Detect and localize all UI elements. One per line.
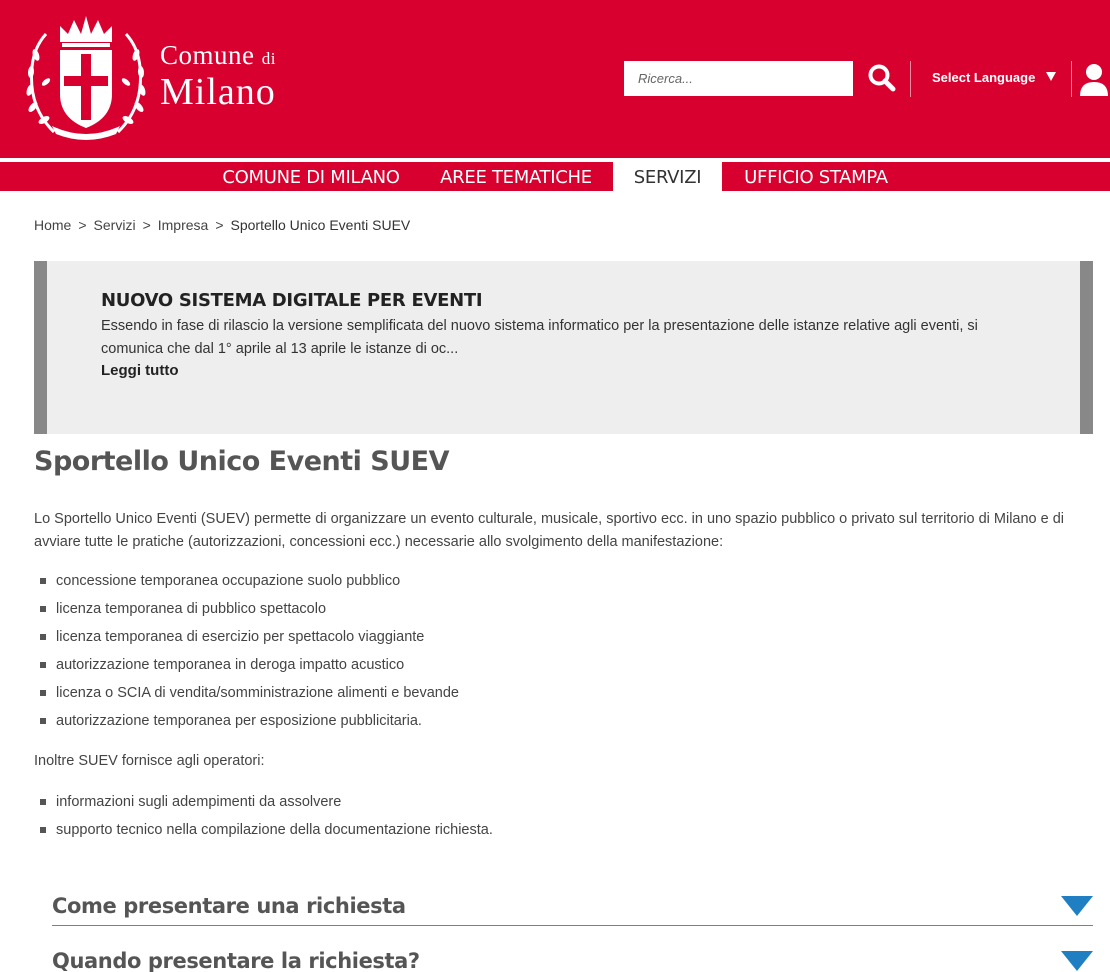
breadcrumb-separator: > xyxy=(215,217,224,233)
list-item: autorizzazione temporanea per esposizione pubblicitaria. xyxy=(40,707,459,735)
site-header xyxy=(0,0,1110,158)
logo-di: di xyxy=(261,49,276,68)
list-item: licenza o SCIA di vendita/somministrazione alimenti e bevande xyxy=(40,679,459,707)
nav-item-servizi[interactable]: SERVIZI xyxy=(613,162,722,191)
caret-down-icon[interactable] xyxy=(1046,72,1056,81)
services-list xyxy=(40,567,459,735)
main-nav xyxy=(0,162,1110,191)
intro-paragraph: Lo Sportello Unico Eventi (SUEV) permette di organizzare un evento culturale, musicale, sportivo ecc. in uno spazio pubblico o privato sul territorio di Milano e di avviare tutte le pratiche (autorizzazioni, concessioni ecc.) necessarie allo svolgimento della manifestazione: xyxy=(34,511,1065,550)
breadcrumb xyxy=(34,217,410,233)
header-divider xyxy=(910,61,911,97)
notice-title: NUOVO SISTEMA DIGITALE PER EVENTI xyxy=(101,290,483,311)
accordion-title: Come presentare una richiesta xyxy=(52,894,406,918)
logo-milano: Milano xyxy=(160,71,276,113)
nav-item-ufficio-stampa[interactable]: UFFICIO STAMPA xyxy=(744,167,888,188)
list-item: supporto tecnico nella compilazione della documentazione richiesta. xyxy=(40,816,493,844)
site-logo-text[interactable] xyxy=(160,40,276,113)
accordion-come-presentare[interactable] xyxy=(52,890,1093,926)
search-icon[interactable] xyxy=(866,62,898,94)
list-item: licenza temporanea di pubblico spettacolo xyxy=(40,595,459,623)
breadcrumb-separator: > xyxy=(142,217,151,233)
accordion-title: Quando presentare la richiesta? xyxy=(52,949,420,972)
page-title: Sportello Unico Eventi SUEV xyxy=(34,446,450,477)
search-input[interactable] xyxy=(624,61,853,96)
chevron-down-icon[interactable] xyxy=(1061,951,1093,971)
list-item: licenza temporanea di esercizio per spettacolo viaggiante xyxy=(40,623,459,651)
nav-item-aree-tematiche[interactable]: AREE TEMATICHE xyxy=(440,167,592,188)
milan-crest-icon[interactable] xyxy=(24,12,148,140)
breadcrumb-current: Sportello Unico Eventi SUEV xyxy=(230,217,411,233)
chevron-down-icon[interactable] xyxy=(1061,896,1093,916)
breadcrumb-servizi[interactable]: Servizi xyxy=(93,217,136,233)
breadcrumb-impresa[interactable]: Impresa xyxy=(157,217,209,233)
nav-item-comune-di-milano[interactable]: COMUNE DI MILANO xyxy=(222,167,400,188)
header-divider xyxy=(1071,61,1072,97)
list-item: autorizzazione temporanea in deroga impatto acustico xyxy=(40,651,459,679)
list-item: concessione temporanea occupazione suolo pubblico xyxy=(40,567,459,595)
breadcrumb-home[interactable]: Home xyxy=(34,217,72,233)
operators-list xyxy=(40,788,493,844)
logo-comune: Comune xyxy=(160,40,255,70)
breadcrumb-separator: > xyxy=(78,217,87,233)
read-more-link[interactable]: Leggi tutto xyxy=(101,362,179,379)
operators-paragraph: Inoltre SUEV fornisce agli operatori: xyxy=(34,753,265,769)
language-selector[interactable]: Select Language xyxy=(932,70,1036,85)
list-item: informazioni sugli adempimenti da assolvere xyxy=(40,788,493,816)
accordion-quando-presentare[interactable] xyxy=(52,945,1093,972)
user-icon[interactable] xyxy=(1078,62,1110,96)
notice-box xyxy=(34,261,1093,434)
notice-text: Essendo in fase di rilascio la versione semplificata del nuovo sistema informatico per la presentazione delle istanze relative agli eventi, si comunica che dal 1° aprile al 13 aprile le istanze di oc... xyxy=(101,318,978,357)
